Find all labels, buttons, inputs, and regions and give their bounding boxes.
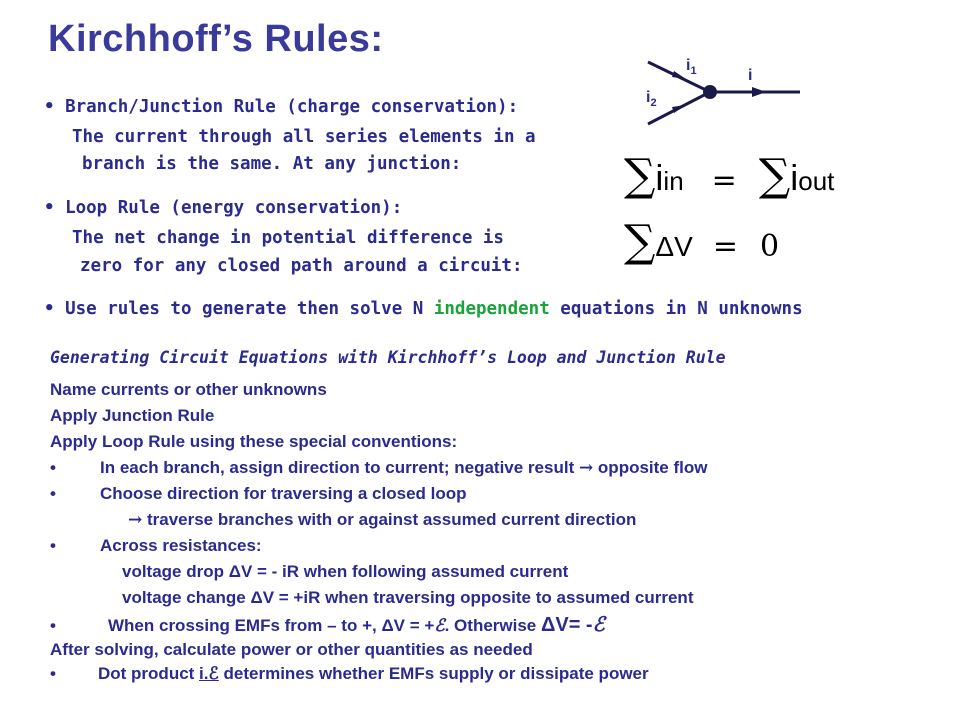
dot-product-expression: i.ℰ [199,664,219,683]
i-out: iout [790,157,835,198]
junction-node-icon [703,85,717,99]
section-heading: Generating Circuit Equations with Kirchhoff’s Loop and Junction Rule [50,348,726,367]
zero: 0 [759,229,780,264]
label-i2: $i_2$ [646,89,657,109]
bullet-dot: • [44,198,66,218]
convention-traverse-branches: → traverse branches with or against assumed current direction [128,510,637,530]
label-i1: $i_1$ [686,57,697,77]
bullet-dot: • [44,299,66,319]
emf-symbol-2: ℰ [592,614,605,636]
convention-current-direction: • In each branch, assign direction to current; negative result → opposite flow [50,458,708,478]
page-title: Kirchhoff’s Rules: [48,18,384,60]
junction-diagram [600,52,810,132]
arrow-right-icon: → [578,458,594,478]
arrow-i2-icon [672,105,686,113]
convention-emf: • When crossing EMFs from – to +, ΔV = +ℰ. Otherwise ΔV= -ℰ [50,614,605,636]
i-in: iin [655,157,684,198]
loop-rule-line2: zero for any closed path around a circuit: [80,256,523,276]
loop-rule-line1: The net change in potential difference is [72,228,504,248]
branch-rule-heading: • Branch/Junction Rule (charge conservation): [44,97,519,117]
equals-sign: = [711,163,737,198]
emf-symbol: ℰ [434,616,445,635]
branch-rule-line1: The current through all series elements in a [72,127,536,147]
arrow-i1-icon [672,71,686,79]
loop-rule-heading: • Loop Rule (energy conservation): [44,198,403,218]
arrow-right-icon: → [128,510,143,530]
sum-symbol: ∑ [624,150,656,201]
step-junction-rule: Apply Junction Rule [50,406,215,425]
dot-product-note: • Dot product i.ℰ determines whether EMFs supply or dissipate power [50,664,649,683]
convention-loop-direction: • Choose direction for traversing a closed loop [50,484,467,503]
sum-symbol-3: ∑ [624,216,656,267]
arrow-i-icon [752,87,766,97]
independent-highlight: independent [433,299,550,319]
delta-v: ΔV [655,231,693,262]
step-loop-rule: Apply Loop Rule using these special conventions: [50,432,458,451]
label-i: i [748,67,753,84]
voltage-drop-rule: voltage drop ΔV = - iR when following assumed current [122,562,569,581]
sum-symbol-2: ∑ [758,150,791,201]
loop-equation [624,216,779,267]
branch-rule-line2: branch is the same. At any junction: [82,154,462,174]
convention-resistances: • Across resistances: [50,536,262,555]
equals-sign-2: = [712,229,738,264]
step-name-currents: Name currents or other unknowns [50,380,327,399]
use-rules-line: • Use rules to generate then solve N independent equations in N unknowns [44,299,803,319]
junction-equation [624,150,834,201]
bullet-dot: • [44,97,66,117]
step-after-solving: After solving, calculate power or other quantities as needed [50,640,533,659]
voltage-change-rule: voltage change ΔV = +iR when traversing opposite to assumed current [122,588,694,607]
